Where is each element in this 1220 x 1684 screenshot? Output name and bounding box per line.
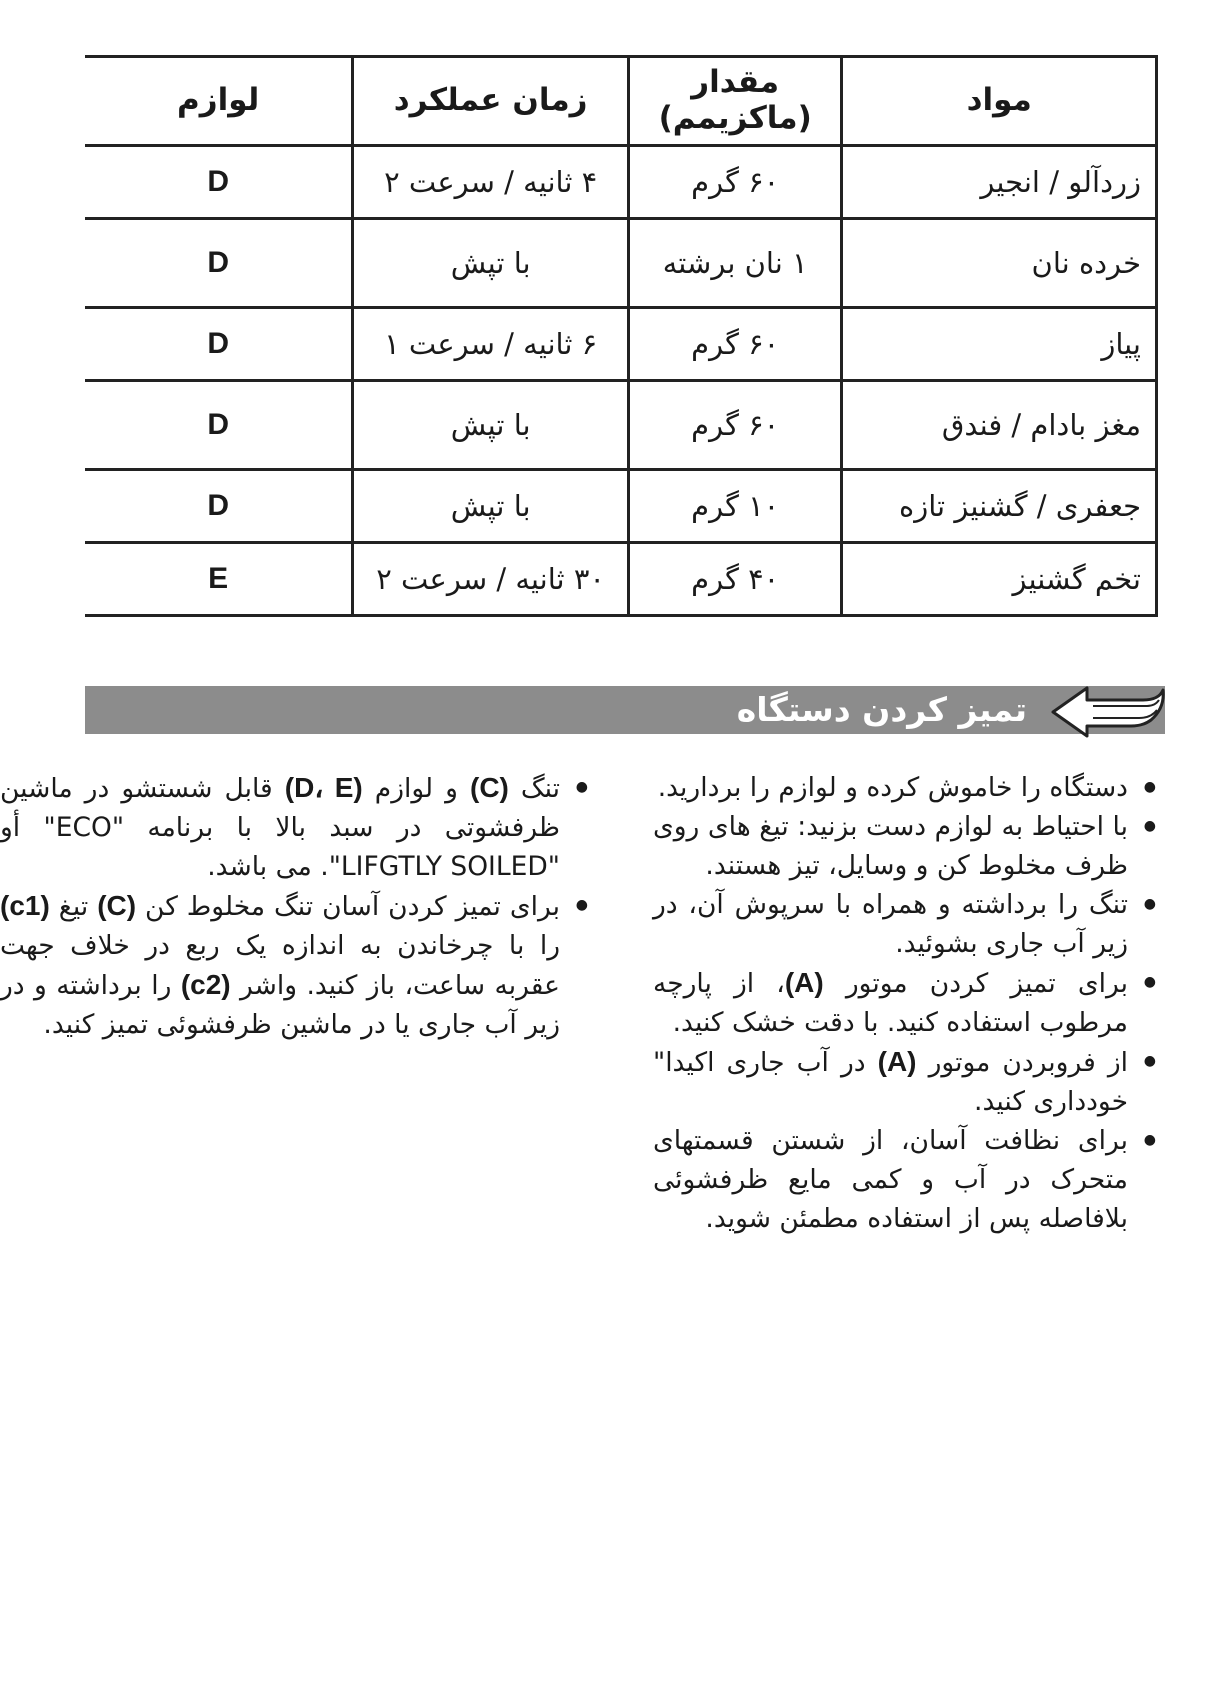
cell-accessory: E xyxy=(85,543,353,616)
part-code: (A) xyxy=(784,967,824,998)
cell-material: خرده نان xyxy=(842,219,1157,308)
bullet-text: را با چرخاندن به اندازه یک ربع در خلاف جهت عقربه ساعت، باز کنید. واشر xyxy=(0,930,560,1001)
ingredients-table xyxy=(85,55,1158,617)
cell-amount: ۶۰ گرم xyxy=(628,308,841,381)
list-item xyxy=(653,807,1158,885)
bullet-text: و لوازم xyxy=(362,773,470,804)
header-amount-line2: (ماکزیمم) xyxy=(658,100,812,136)
bullet-text: تنگ را برداشته و همراه با سرپوش آن، در زیر آب جاری بشوئید. xyxy=(653,889,1128,959)
cell-amount: ۴۰ گرم xyxy=(628,543,841,616)
bullet-text: از فروبردن موتور xyxy=(916,1047,1128,1078)
bullet-text: با احتیاط به لوازم دست بزنید: تیغ های روی ظرف مخلوط کن و وسایل، تیز هستند. xyxy=(653,811,1128,881)
list-item xyxy=(0,768,590,886)
header-amount xyxy=(628,57,841,146)
ingredients-table-wrap xyxy=(85,55,1158,617)
cell-time: با تپش xyxy=(353,219,629,308)
cell-accessory: D xyxy=(85,219,353,308)
bullet-text: را برداشته و در زیر آب جاری یا در ماشین ظرفشوئی تمیز کنید. xyxy=(0,970,560,1040)
cell-accessory: D xyxy=(85,470,353,543)
bullet-text: تنگ xyxy=(508,773,561,804)
bullet-text: برای تمیز کردن موتور xyxy=(823,968,1128,999)
cleaning-instructions-left xyxy=(0,768,590,1088)
table-row xyxy=(85,146,1157,219)
table-row xyxy=(85,219,1157,308)
cell-material: تخم گشنیز xyxy=(842,543,1157,616)
cell-accessory: D xyxy=(85,146,353,219)
list-item xyxy=(653,963,1158,1042)
section-banner xyxy=(85,686,1165,734)
cell-amount: ۱ نان برشته xyxy=(628,219,841,308)
table-row xyxy=(85,381,1157,470)
bullet-list xyxy=(0,768,590,1044)
bullet-text: برای نظافت آسان، از شستن قسمتهای متحرک در آب و کمی مایع ظرفشوئی بلافاصله پس از استفاده مطمئن شوید. xyxy=(653,1125,1128,1234)
cell-material: مغز بادام / فندق xyxy=(842,381,1157,470)
cell-material: پیاز xyxy=(842,308,1157,381)
part-code: (A) xyxy=(877,1046,917,1077)
cell-time: ۳۰ ثانیه / سرعت ۲ xyxy=(353,543,629,616)
table-row xyxy=(85,470,1157,543)
cell-accessory: D xyxy=(85,381,353,470)
list-item xyxy=(653,1121,1158,1238)
list-item xyxy=(653,1042,1158,1121)
cell-time: ۴ ثانیه / سرعت ۲ xyxy=(353,146,629,219)
table-header-row xyxy=(85,57,1157,146)
bullet-text: دستگاه را خاموش کرده و لوازم را بردارید. xyxy=(657,772,1128,803)
bullet-list xyxy=(653,768,1158,1238)
part-code: (c1) xyxy=(0,890,50,921)
header-amount-line1: مقدار xyxy=(691,64,780,101)
cell-amount: ۱۰ گرم xyxy=(628,470,841,543)
cleaning-instructions-right xyxy=(653,768,1158,1238)
cell-time: ۶ ثانیه / سرعت ۱ xyxy=(353,308,629,381)
list-item xyxy=(0,886,590,1044)
header-material: مواد xyxy=(842,57,1157,146)
header-time: زمان عملکرد xyxy=(353,57,629,146)
cell-time: با تپش xyxy=(353,381,629,470)
section-title: تمیز کردن دستگاه xyxy=(736,690,1027,729)
part-code: (c2) xyxy=(180,969,231,1000)
table-row xyxy=(85,308,1157,381)
bullet-text: ، از پارچه مرطوب استفاده کنید. با دقت خشک کنید. xyxy=(653,968,1128,1038)
cell-amount: ۶۰ گرم xyxy=(628,381,841,470)
bullet-text: در آب جاری اکیدا" خودداری کنید. xyxy=(653,1047,1128,1117)
bullet-text: برای تمیز کردن آسان تنگ مخلوط کن xyxy=(136,891,560,922)
arrow-left-icon xyxy=(1047,678,1167,742)
header-accessory: لوازم xyxy=(85,57,353,146)
bullet-text: تیغ xyxy=(49,891,98,922)
list-item xyxy=(653,885,1158,963)
part-code: (D، E) xyxy=(284,772,363,803)
part-code: (C) xyxy=(470,772,509,803)
table-row xyxy=(85,543,1157,616)
cell-material: جعفری / گشنیز تازه xyxy=(842,470,1157,543)
cell-material: زردآلو / انجیر xyxy=(842,146,1157,219)
list-item xyxy=(653,768,1158,807)
cell-amount: ۶۰ گرم xyxy=(628,146,841,219)
bullet-text: قابل شستشو در ماشین ظرفشوتی در سبد بالا با برنامه "ECO" أو "LIFGTLY SOILED". می باشد. xyxy=(0,773,560,882)
cell-time: با تپش xyxy=(353,470,629,543)
part-code: (C) xyxy=(97,890,137,921)
cell-accessory: D xyxy=(85,308,353,381)
